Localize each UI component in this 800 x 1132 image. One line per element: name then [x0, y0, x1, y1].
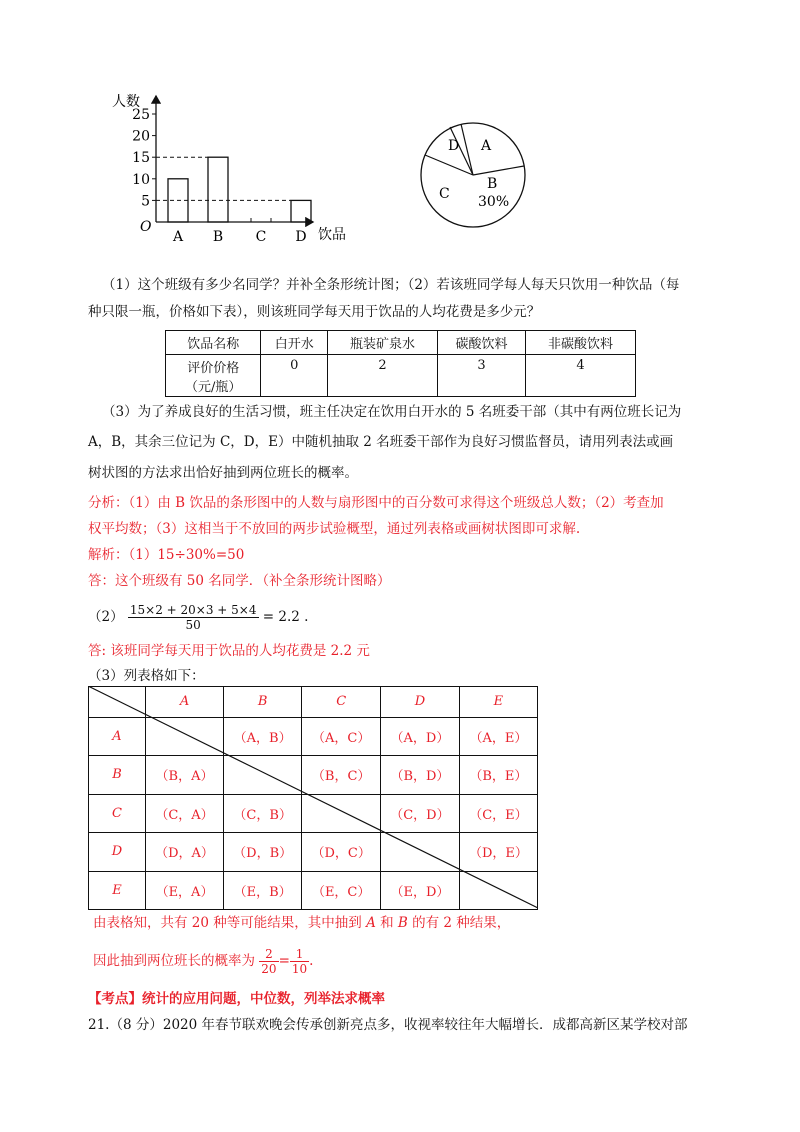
keypoint-line: 【考点】统计的应用问题，中位数，列举法求概率 [88, 991, 385, 1007]
fraction-numerator: 1 [290, 947, 309, 962]
table-cell: （A，E） [459, 717, 537, 755]
conclusion-end: . [309, 953, 314, 969]
y-tick-label: 20 [132, 128, 150, 145]
question-line-4: A，B，其余三位记为 C，D，E）中随机抽取 2 名班委干部作为良好习惯监督员，请用列表法或画 [88, 434, 674, 450]
question-line-1: （1）这个班级有多少名同学？并补全条形统计图；（2）若该班同学每人每天只饮用一种饮品（每 [102, 277, 680, 293]
table-cell: （D，E） [459, 833, 537, 871]
row-header: D [89, 833, 146, 871]
price-value-cell: 2 [328, 355, 438, 397]
price-header-cell: 白开水 [261, 331, 328, 355]
price-header-cell: 非碳酸饮料 [526, 331, 636, 355]
y-ticks [132, 107, 156, 209]
row-header: B [89, 756, 146, 794]
table-cell: （D，C） [302, 833, 381, 871]
price-row-label-1: 评价价格 [187, 360, 240, 376]
table-cell: （D，B） [224, 833, 302, 871]
probability-fraction-2 [290, 947, 309, 976]
answer-line-1: 答：这个班级有 50 名同学．（补全条形统计图略） [88, 573, 391, 589]
col-header: B [224, 687, 302, 718]
y-tick-label: 25 [132, 107, 150, 123]
answer-line-2: 答: 该班同学每天用于饮品的人均花费是 2.2 元 [88, 643, 370, 659]
weighted-average-fraction [128, 603, 259, 632]
question-line-5: 树状图的方法求出恰好抽到两位班长的概率。 [88, 465, 358, 481]
conclusion-var-b: B [397, 915, 408, 931]
table-cell: （D，A） [146, 833, 224, 871]
question-line-3: （3）为了养成良好的生活习惯，班主任决定在饮用白开水的 5 名班委干部（其中有两位班长记为 [102, 404, 682, 420]
x-ticks [172, 229, 307, 245]
table-cell: （E，D） [381, 871, 460, 910]
x-tick-label: C [255, 229, 267, 245]
pie-divider [473, 166, 524, 175]
conclusion-text: 的有 2 种结果， [407, 915, 511, 931]
conclusion-line-1 [93, 914, 510, 932]
x-tick-label: D [295, 229, 307, 245]
pie-label-b: B [487, 176, 498, 192]
y-tick-label: 15 [132, 150, 150, 167]
conclusion-text: 因此抽到两位班长的概率为 [93, 953, 255, 969]
analysis-line-1: 分析：（1）由 B 饮品的条形图中的人数与扇形图中的百分数可求得这个班级总人数；（2）考查加 [88, 495, 664, 511]
table-cell: （A，D） [381, 717, 460, 755]
pie-label-d: D [448, 138, 460, 154]
equals-sign: = [278, 953, 290, 969]
analysis-line-2: 权平均数；（3）这相当于不放回的两步试验概型，通过列表格或画树状图即可求解. [88, 521, 581, 537]
fraction-numerator: 2 [259, 947, 278, 962]
y-tick-label: 10 [132, 171, 150, 188]
row-header: C [89, 794, 146, 832]
pie-label-b-percent: 30% [478, 194, 510, 210]
bars [168, 157, 311, 222]
table-cell: （C，D） [381, 794, 460, 832]
solution-line-1: 解析：（1）15÷30%=50 [88, 547, 245, 563]
bar-d [291, 200, 311, 222]
price-header-cell: 瓶装矿泉水 [328, 331, 438, 355]
col-header: E [459, 687, 537, 718]
conclusion-text: 和 [375, 915, 398, 931]
part3-label: （3）列表格如下： [88, 668, 205, 684]
table-cell: （E，A） [146, 871, 224, 910]
col-header: A [146, 687, 224, 718]
fraction-denominator: 50 [185, 618, 201, 632]
table-diagonal-line [88, 686, 538, 910]
row-header: E [89, 871, 146, 910]
probability-fraction-1 [259, 947, 278, 976]
fraction-denominator: 10 [291, 962, 308, 976]
table-cell: （C，E） [459, 794, 537, 832]
fraction-denominator: 20 [261, 962, 277, 976]
table-cell: （B，C） [302, 756, 381, 794]
price-row-label-2: （元/瓶） [185, 379, 242, 395]
pie-label-a: A [481, 138, 492, 154]
table-cell: （E，B） [224, 871, 302, 910]
next-question-line: 21.（8 分）2020 年春节联欢晚会传承创新亮点多，收视率较往年大幅增长．成都高新区某学校对部 [88, 1017, 688, 1033]
part2-label: （2） [88, 609, 124, 625]
col-header: C [302, 687, 381, 718]
conclusion-line-2 [93, 941, 313, 981]
formula-end: . [304, 609, 309, 625]
price-value-cell: 4 [526, 355, 636, 397]
price-value-cell: 3 [437, 355, 525, 397]
pie-label-c: C [439, 186, 450, 202]
formula-line [88, 599, 308, 635]
pie-divider [425, 155, 473, 175]
price-header-cell: 饮品名称 [166, 331, 261, 355]
y-tick-label: 5 [141, 193, 150, 210]
y-axis-label: 人数 [112, 94, 140, 110]
x-axis-label: 饮品 [318, 227, 346, 243]
table-cell: （C，A） [146, 794, 224, 832]
x-tick-label: B [212, 229, 224, 245]
table-cell: （E，C） [302, 871, 381, 910]
formula-result: = 2.2 [262, 609, 300, 625]
price-row-label [166, 355, 261, 397]
origin-label: O [140, 219, 152, 235]
pie-divider [461, 124, 473, 175]
bar-b [208, 157, 228, 222]
table-cell: （A，B） [224, 717, 302, 755]
table-cell: （B，A） [146, 756, 224, 794]
table-cell: （B，D） [381, 756, 460, 794]
pie-chart [410, 118, 540, 238]
x-tick-label: A [172, 229, 184, 245]
fraction-numerator: 15×2 + 20×3 + 5×4 [129, 603, 257, 617]
table-cell: （C，B） [224, 794, 302, 832]
conclusion-text: 由表格知，共有 20 种等可能结果，其中抽到 [93, 915, 367, 931]
price-table [165, 330, 636, 397]
row-header: A [89, 717, 146, 755]
col-header: D [381, 687, 460, 718]
conclusion-var-a: A [366, 915, 376, 931]
table-cell: （B，E） [459, 756, 537, 794]
price-value-cell: 0 [261, 355, 328, 397]
table-cell: （A，C） [302, 717, 381, 755]
price-header-cell: 碳酸饮料 [437, 331, 525, 355]
question-line-2: 种只限一瓶，价格如下表），则该班同学每天用于饮品的人均花费是多少元？ [88, 304, 541, 320]
bar-chart [110, 88, 370, 248]
